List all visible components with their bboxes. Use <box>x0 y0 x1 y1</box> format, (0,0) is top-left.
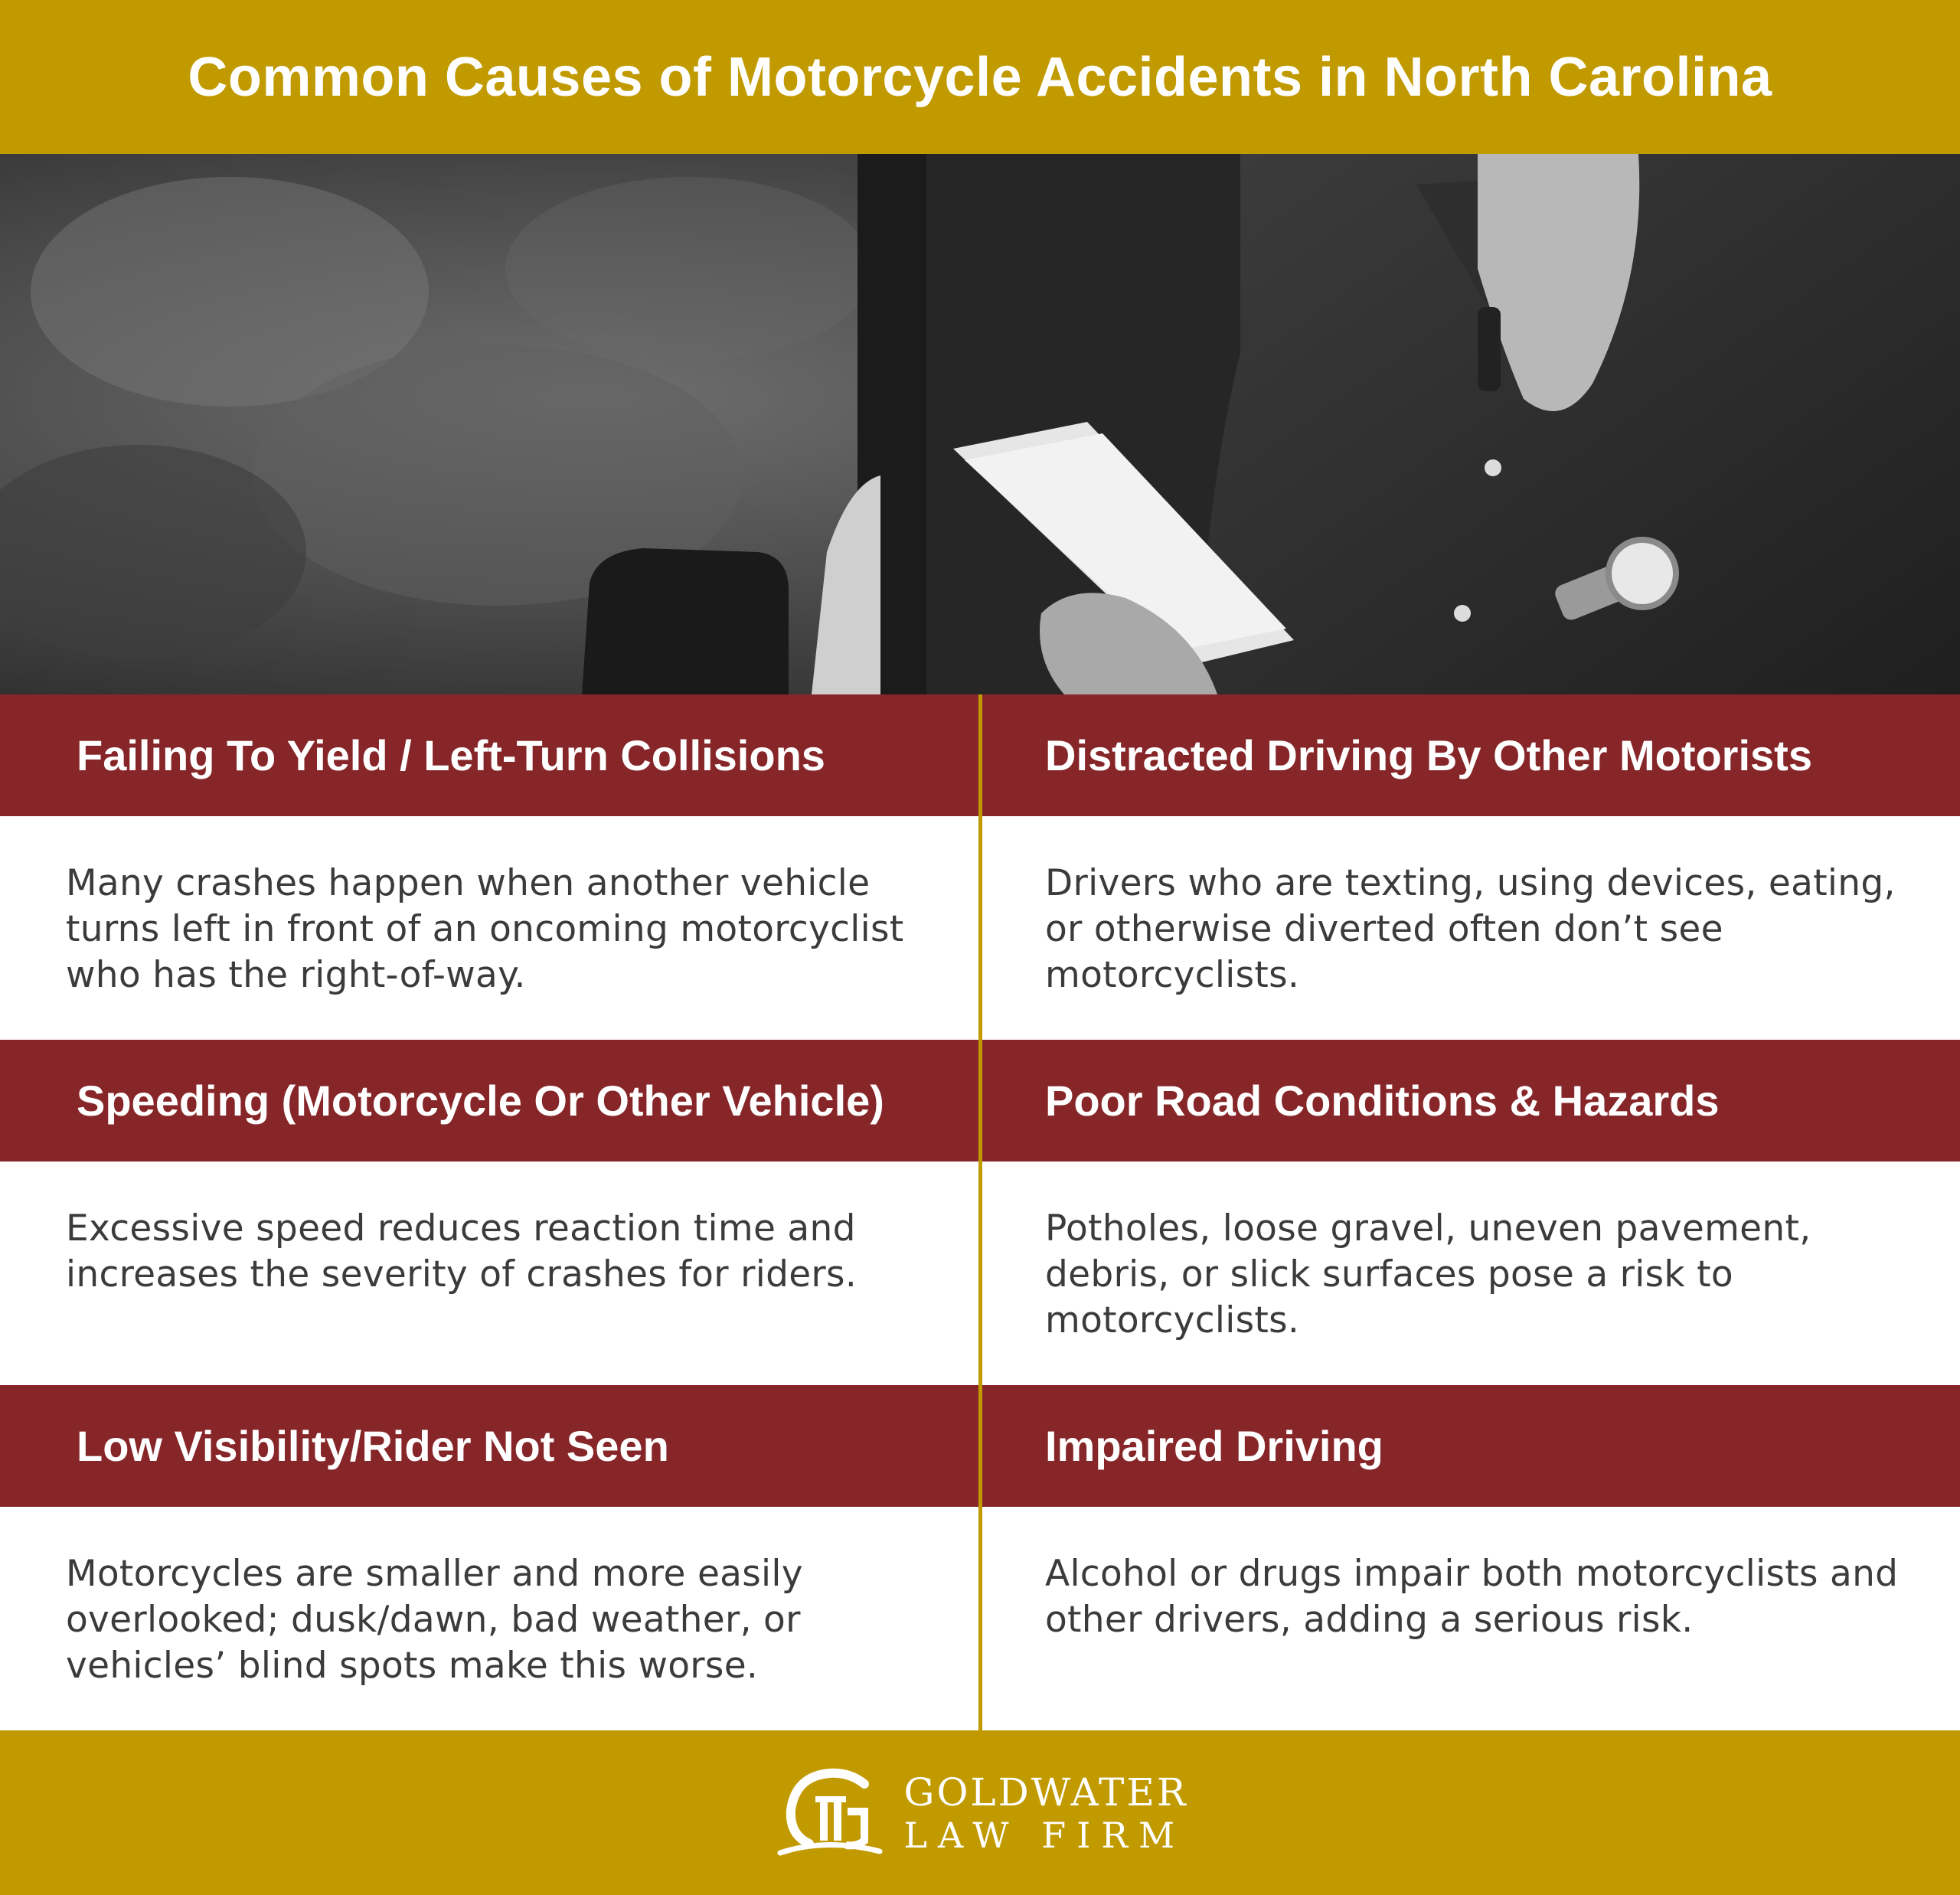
cause-card-heading: Low Visibility/Rider Not Seen <box>77 1422 669 1470</box>
cause-card-heading: Impaired Driving <box>1045 1422 1383 1470</box>
firm-logo-text <box>903 1769 1188 1856</box>
cause-card-header <box>0 1385 978 1507</box>
cause-card-1 <box>0 694 978 1040</box>
cause-card-text: Potholes, loose gravel, uneven pavement, debris, or slick surfaces pose a risk to motorcyclists. <box>1045 1207 1811 1341</box>
cause-card-text: Many crashes happen when another vehicle turns left in front of an oncoming motorcyclist who has the right-of-way. <box>66 862 904 996</box>
firm-name-line2: LAW FIRM <box>903 1814 1186 1856</box>
cause-card-header <box>0 694 978 816</box>
cause-card-2 <box>982 694 1960 1040</box>
cause-card-body <box>982 1507 1960 1730</box>
cause-card-6 <box>982 1385 1960 1730</box>
footer-bar <box>0 1730 1960 1895</box>
cause-card-text: Drivers who are texting, using devices, eating, or otherwise diverted often don’t see motorcyclists. <box>1045 862 1896 996</box>
firm-logo <box>773 1767 1188 1859</box>
cause-card-text: Excessive speed reduces reaction time and increases the severity of crashes for riders. <box>66 1207 858 1295</box>
cause-card-4 <box>982 1040 1960 1385</box>
cause-card-header <box>982 1385 1960 1507</box>
cause-card-3 <box>0 1040 978 1385</box>
cause-card-heading: Poor Road Conditions & Hazards <box>1045 1077 1720 1125</box>
cause-card-heading: Failing To Yield / Left-Turn Collisions <box>77 731 825 779</box>
cause-card-heading: Speeding (Motorcycle Or Other Vehicle) <box>77 1077 884 1125</box>
cause-card-header <box>0 1040 978 1162</box>
cause-card-header <box>982 694 1960 816</box>
firm-name-line1: GOLDWATER <box>903 1769 1188 1815</box>
cause-card-text: Motorcycles are smaller and more easily overlooked; dusk/dawn, bad weather, or vehicles’ blind spots make this worse. <box>66 1553 803 1687</box>
hero-photo-illustration <box>0 154 1960 694</box>
goldwater-g-icon <box>773 1767 887 1859</box>
cause-card-body <box>982 816 1960 1040</box>
cause-card-body <box>0 1507 978 1730</box>
cause-card-header <box>982 1040 1960 1162</box>
page-title: Common Causes of Motorcycle Accidents in North Carolina <box>188 46 1772 108</box>
hero-photo <box>0 154 1960 694</box>
cause-card-text: Alcohol or drugs impair both motorcyclists and other drivers, adding a serious risk. <box>1045 1553 1899 1641</box>
cause-card-5 <box>0 1385 978 1730</box>
cause-card-body <box>982 1162 1960 1385</box>
cause-card-body <box>0 816 978 1040</box>
title-bar <box>0 0 1960 154</box>
cause-card-heading: Distracted Driving By Other Motorists <box>1045 731 1812 779</box>
causes-grid <box>0 694 1960 1730</box>
cause-card-body <box>0 1162 978 1385</box>
